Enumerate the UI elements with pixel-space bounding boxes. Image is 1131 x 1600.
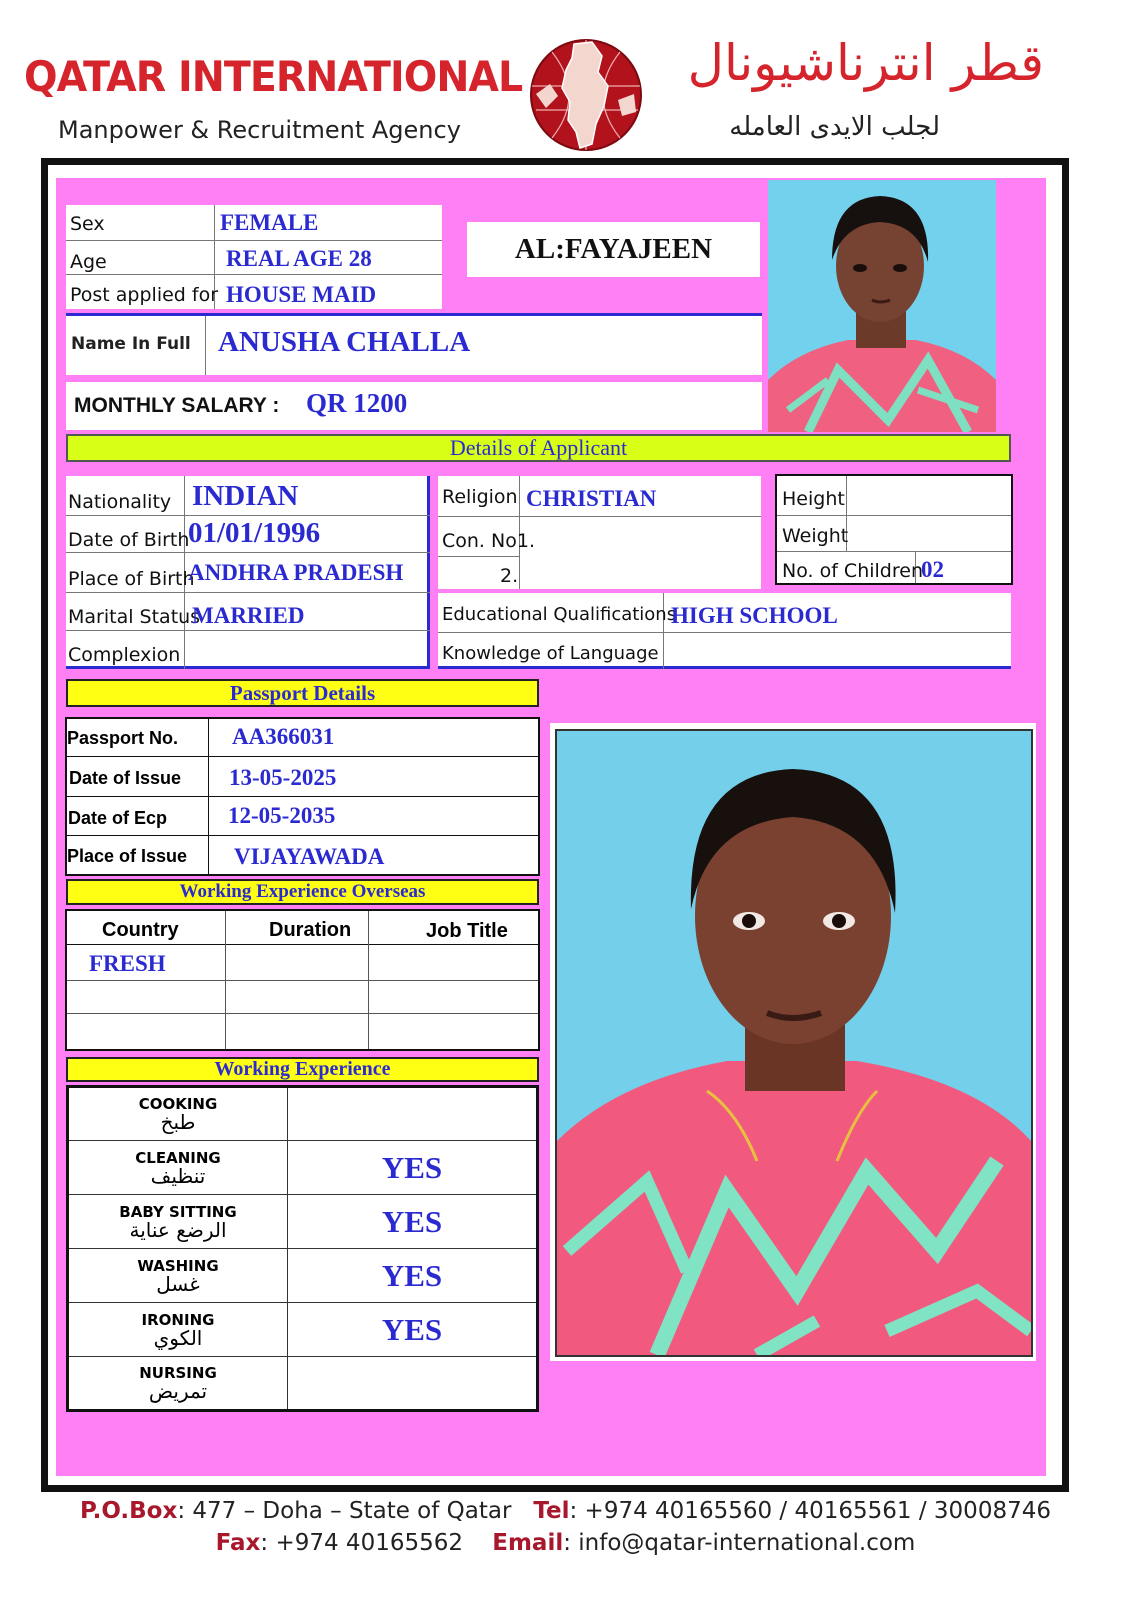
expiry-date-value: 12-05-2035 — [228, 803, 336, 828]
dob-label: Date of Birth — [68, 529, 190, 551]
company-tagline-en: Manpower & Recruitment Agency — [58, 116, 461, 144]
company-logo — [522, 36, 650, 154]
name-label: Name In Full — [71, 334, 191, 354]
issue-date-label: Date of Issue — [69, 768, 182, 788]
education-value: HIGH SCHOOL — [671, 603, 838, 628]
skill-label-ar: غسل — [156, 1271, 200, 1296]
nationality-value: INDIAN — [192, 480, 299, 512]
applicant-photo-small — [768, 180, 996, 432]
skill-label: COOKING — [138, 1095, 218, 1113]
religion-value: CHRISTIAN — [526, 486, 657, 511]
passport-title: Passport Details — [66, 679, 539, 707]
education-label: Educational Qualifications — [442, 604, 677, 625]
passport-no-label: Passport No. — [67, 728, 179, 748]
details-title: Details of Applicant — [449, 435, 628, 460]
skill-label: NURSING — [139, 1364, 217, 1382]
overseas-row1-country: FRESH — [89, 951, 166, 976]
weight-label: Weight — [782, 525, 849, 547]
post-label: Post applied for — [70, 284, 219, 306]
overseas-header-duration: Duration — [269, 919, 352, 941]
skill-label: IRONING — [141, 1310, 215, 1329]
fax-label: Fax — [215, 1530, 261, 1556]
skill-label-ar: تمريض — [148, 1379, 208, 1403]
passport-no-value: AA366031 — [232, 724, 335, 749]
skill-value — [288, 1357, 538, 1411]
experience-table — [66, 1085, 539, 1412]
religion-label: Religion — [442, 486, 518, 508]
company-tagline-ar: لجلب الايدى العامله — [729, 112, 940, 142]
expiry-date-label: Date of Ecp — [68, 808, 168, 828]
footer-line2 — [0, 1530, 1131, 1556]
tel-label: Tel — [533, 1498, 570, 1524]
email-label: Email — [492, 1530, 564, 1556]
post-value: HOUSE MAID — [226, 282, 377, 307]
sex-value: FEMALE — [220, 210, 319, 235]
age-label: Age — [70, 251, 107, 273]
skill-label-ar: تنظيف — [150, 1163, 206, 1188]
company-name-ar: قطر انترناشيونال — [687, 34, 1044, 92]
children-value: 02 — [921, 557, 944, 582]
skill-label-ar: الرضع عناية — [129, 1217, 227, 1242]
overseas-header-country: Country — [102, 919, 179, 941]
footer-line1 — [0, 1498, 1131, 1524]
skill-label: BABY SITTING — [119, 1202, 237, 1221]
skill-label: CLEANING — [135, 1148, 221, 1167]
applicant-photo-large — [550, 723, 1036, 1361]
company-name-en: QATAR INTERNATIONAL — [24, 52, 523, 101]
age-value: REAL AGE 28 — [226, 246, 372, 271]
salary-label: MONTHLY SALARY : — [74, 394, 280, 417]
email-value: : info@qatar-international.com — [563, 1530, 916, 1556]
marital-value: MARRIED — [192, 603, 305, 628]
overseas-title: Working Experience Overseas — [66, 879, 539, 905]
issue-date-value: 13-05-2025 — [229, 765, 337, 790]
skill-value: YES — [288, 1249, 538, 1303]
pob-value: ANDHRA PRADESH — [188, 560, 404, 585]
marital-label: Marital Status — [68, 606, 201, 628]
issue-place-value: VIJAYAWADA — [234, 844, 385, 869]
skill-value — [288, 1087, 538, 1141]
tel-value: : +974 40165560 / 40165561 / 30008746 — [569, 1498, 1051, 1524]
language-label: Knowledge of Language — [442, 643, 659, 664]
contact1-label: Con. No1. — [442, 530, 535, 552]
complexion-label: Complexion — [68, 644, 181, 666]
skill-label-ar: طبخ — [160, 1110, 196, 1134]
agency-code-box — [467, 222, 760, 277]
agency-code: AL:FAYAJEEN — [514, 233, 713, 265]
skill-label-ar: الكوي — [153, 1325, 203, 1350]
height-label: Height — [782, 488, 845, 510]
issue-place-label: Place of Issue — [67, 846, 188, 866]
pob-label: Place of Birth — [68, 568, 195, 590]
sex-label: Sex — [70, 213, 105, 235]
pobox-value: : 477 – Doha – State of Qatar — [177, 1498, 512, 1524]
fax-value: : +974 40165562 — [260, 1530, 463, 1556]
skill-value: YES — [288, 1141, 538, 1195]
name-value: ANUSHA CHALLA — [218, 326, 471, 358]
salary-value: QR 1200 — [306, 388, 408, 418]
children-label: No. of Children — [782, 560, 923, 582]
dob-value: 01/01/1996 — [188, 517, 321, 549]
skill-value: YES — [288, 1195, 538, 1249]
pobox-label: P.O.Box — [80, 1498, 178, 1524]
details-title-bar — [66, 434, 1011, 462]
skill-value: YES — [288, 1303, 538, 1357]
skill-label: WASHING — [137, 1256, 219, 1275]
nationality-label: Nationality — [68, 491, 172, 513]
contact2-label: 2. — [500, 565, 519, 587]
experience-title: Working Experience — [66, 1057, 539, 1082]
overseas-header-jobtitle: Job Title — [426, 920, 508, 942]
